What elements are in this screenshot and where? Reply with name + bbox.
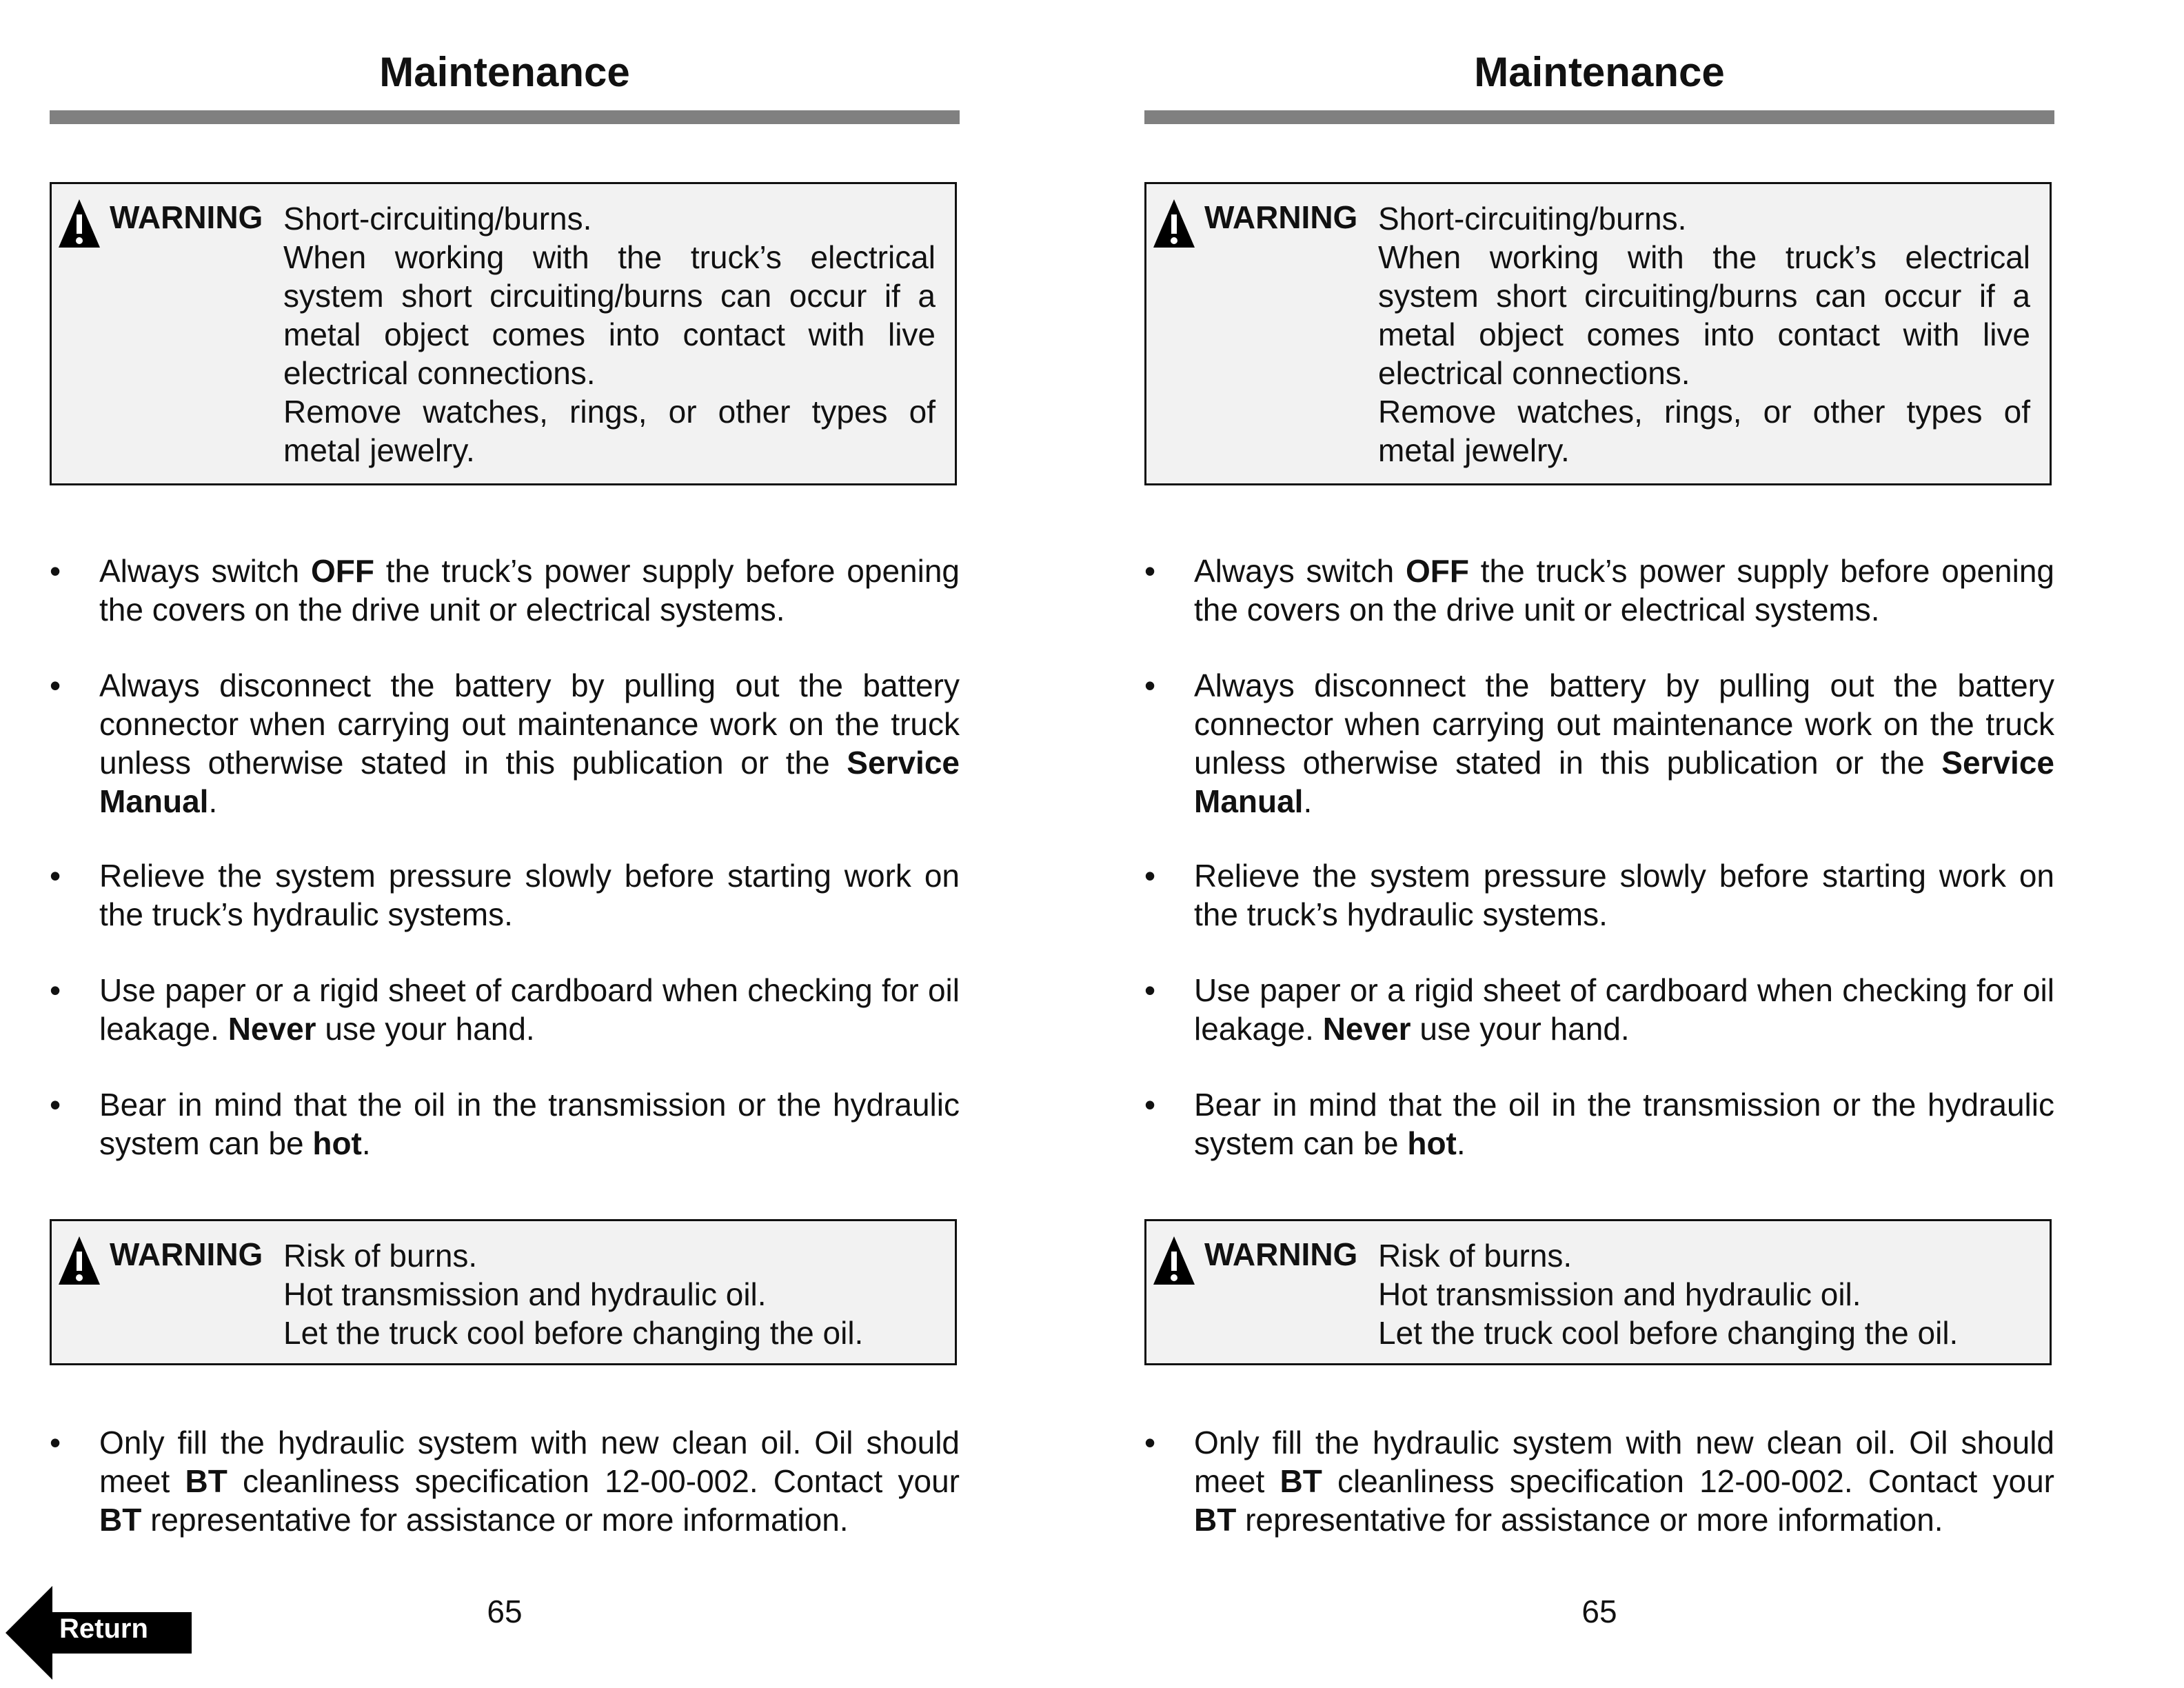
page-right <box>1144 0 2054 1688</box>
warning-header <box>57 198 263 250</box>
header-rule <box>1144 110 2054 124</box>
bullet-dot: • <box>50 972 61 1008</box>
text-run: the truck’s power supply before opening the covers on the drive unit or electrical systems. <box>1194 553 2054 627</box>
text-run: Always switch <box>99 553 312 589</box>
bullet-text <box>1194 1085 2054 1163</box>
warning-box <box>50 1219 957 1365</box>
warning-triangle-icon <box>1152 1235 1196 1287</box>
warning-triangle-icon <box>57 1235 101 1287</box>
return-label: Return <box>59 1614 148 1644</box>
page-left <box>50 0 960 1688</box>
bullet-text <box>1194 971 2054 1048</box>
warning-line: Let the truck cool before changing the oil. <box>283 1315 864 1351</box>
bullet-dot: • <box>50 1087 61 1123</box>
bullet-dot: • <box>1144 1425 1156 1460</box>
text-run: use your hand. <box>1410 1011 1630 1047</box>
text-run: Always disconnect the battery by pulling out the battery connector when carrying out maintenance work on the truck unless otherwise stated in this publication or the <box>1194 667 2054 781</box>
warning-line: Remove watches, rings, or other types of metal jewelry. <box>1378 394 2030 468</box>
warning-line: Hot transmission and hydraulic oil. <box>1378 1276 1861 1312</box>
bold-run: hot <box>312 1125 362 1161</box>
bullet-text <box>99 666 960 821</box>
bullet-text <box>99 971 960 1048</box>
text-run: representative for assistance or more information. <box>1236 1502 1943 1538</box>
bold-run: BT <box>185 1463 228 1499</box>
text-run: . <box>1303 783 1313 819</box>
bold-run: BT <box>99 1502 142 1538</box>
warning-label: WARNING <box>1204 199 1358 235</box>
text-run: use your hand. <box>316 1011 535 1047</box>
bold-run: OFF <box>1406 553 1470 589</box>
warning-line: When working with the truck’s electrical system short circuiting/burns can occur if a metal object comes into contact with live electrical connections. <box>1378 239 2030 391</box>
warning-line: When working with the truck’s electrical system short circuiting/burns can occur if a metal object comes into contact with live electrical connections. <box>283 239 936 391</box>
warning-header <box>1152 1235 1357 1287</box>
warning-box <box>1144 1219 2052 1365</box>
bullet-dot: • <box>1144 858 1156 894</box>
bold-run: Service Manual <box>1194 745 2054 819</box>
bullet-dot: • <box>1144 1087 1156 1123</box>
bullet-text <box>99 856 960 934</box>
warning-line: Risk of burns. <box>283 1238 478 1274</box>
bullet-text <box>1194 666 2054 821</box>
bold-run: BT <box>1280 1463 1322 1499</box>
return-button[interactable] <box>6 1586 192 1680</box>
warning-label: WARNING <box>110 1236 263 1272</box>
warning-header <box>1152 198 1357 250</box>
warning-triangle-icon <box>57 198 101 250</box>
warning-line: Short-circuiting/burns. <box>1378 201 1687 237</box>
text-run: representative for assistance or more information. <box>141 1502 849 1538</box>
text-run: Use paper or a rigid sheet of cardboard when checking for oil leakage. <box>99 972 960 1047</box>
bullet-dot: • <box>1144 667 1156 703</box>
text-run: Bear in mind that the oil in the transmission or the hydraulic system can be <box>1194 1087 2054 1161</box>
warning-text <box>283 1236 936 1352</box>
text-run: Only fill the hydraulic system with new clean oil. Oil should meet <box>99 1425 960 1499</box>
bullet-dot: • <box>1144 972 1156 1008</box>
warning-label: WARNING <box>1204 1236 1358 1272</box>
text-run: Relieve the system pressure slowly before starting work on the truck’s hydraulic systems. <box>99 858 960 932</box>
warning-text <box>1378 199 2030 470</box>
bullet-dot: • <box>50 1425 61 1460</box>
warning-box <box>1144 182 2052 485</box>
bold-run: Service Manual <box>99 745 960 819</box>
text-run: cleanliness specification 12-00-002. Contact your <box>227 1463 960 1499</box>
text-run: Only fill the hydraulic system with new clean oil. Oil should meet <box>1194 1425 2054 1499</box>
warning-header <box>57 1235 263 1287</box>
bullet-dot: • <box>50 553 61 589</box>
warning-text <box>1378 1236 2030 1352</box>
bullet-text <box>1194 552 2054 629</box>
warning-line: Hot transmission and hydraulic oil. <box>283 1276 767 1312</box>
text-run: . <box>208 783 218 819</box>
bullet-text <box>1194 1423 2054 1539</box>
text-run: . <box>361 1125 371 1161</box>
text-run: . <box>1456 1125 1466 1161</box>
warning-line: Remove watches, rings, or other types of metal jewelry. <box>283 394 936 468</box>
bold-run: hot <box>1407 1125 1457 1161</box>
text-run: Use paper or a rigid sheet of cardboard when checking for oil leakage. <box>1194 972 2054 1047</box>
warning-label: WARNING <box>110 199 263 235</box>
text-run: Relieve the system pressure slowly before starting work on the truck’s hydraulic systems. <box>1194 858 2054 932</box>
bullet-text <box>99 552 960 629</box>
bold-run: OFF <box>311 553 375 589</box>
bullet-text <box>1194 856 2054 934</box>
text-run: the truck’s power supply before opening the covers on the drive unit or electrical systems. <box>99 553 960 627</box>
bullet-text <box>99 1423 960 1539</box>
bullet-text <box>99 1085 960 1163</box>
warning-line: Let the truck cool before changing the oil. <box>1378 1315 1959 1351</box>
text-run: cleanliness specification 12-00-002. Contact your <box>1322 1463 2055 1499</box>
warning-text <box>283 199 936 470</box>
bold-run: Never <box>1322 1011 1411 1047</box>
text-run: Always switch <box>1194 553 1406 589</box>
page-number: 65 <box>487 1594 523 1629</box>
bullet-dot: • <box>1144 553 1156 589</box>
bullet-dot: • <box>50 858 61 894</box>
warning-triangle-icon <box>1152 198 1196 250</box>
page-title: Maintenance <box>379 49 630 95</box>
header-rule <box>50 110 960 124</box>
warning-box <box>50 182 957 485</box>
bullet-dot: • <box>50 667 61 703</box>
bold-run: BT <box>1194 1502 1237 1538</box>
warning-line: Risk of burns. <box>1378 1238 1573 1274</box>
page-number: 65 <box>1581 1594 1617 1629</box>
page-title: Maintenance <box>1474 49 1725 95</box>
bold-run: Never <box>228 1011 316 1047</box>
text-run: Always disconnect the battery by pulling out the battery connector when carrying out maintenance work on the truck unless otherwise stated in this publication or the <box>99 667 960 781</box>
text-run: Bear in mind that the oil in the transmission or the hydraulic system can be <box>99 1087 960 1161</box>
warning-line: Short-circuiting/burns. <box>283 201 592 237</box>
